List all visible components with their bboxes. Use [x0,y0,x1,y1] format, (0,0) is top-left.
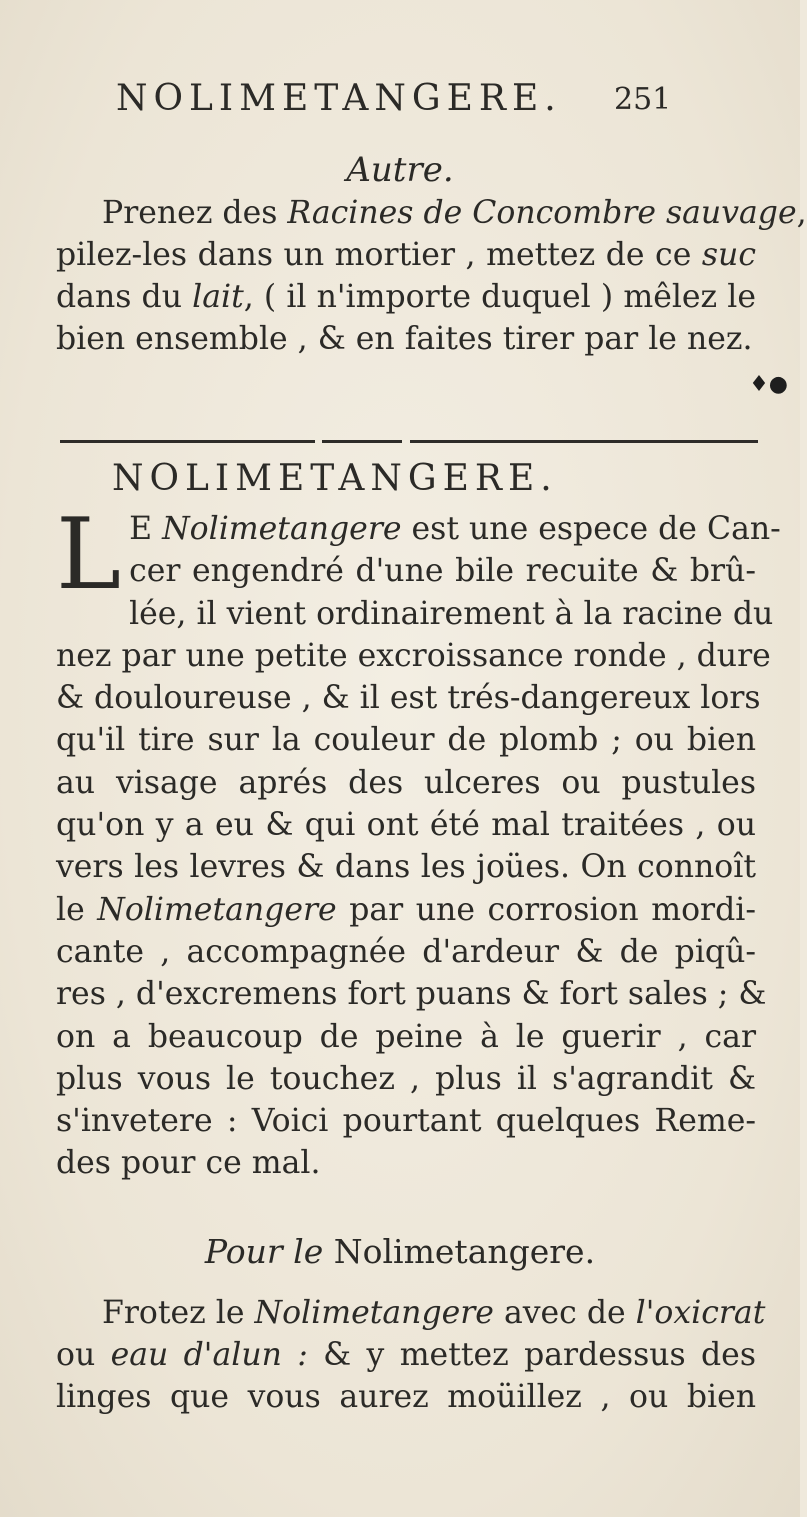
text-line: linges que vous aurez moüillez , ou bien [56,1379,756,1415]
text-line: on a beaucoup de peine à le guerir , car [56,1018,756,1055]
recipe-title: Autre. [346,150,454,190]
text-line: Frotez le Nolimetangere avec de l'oxicrat [102,1295,766,1331]
text-line: cer engendré d'une bile recuite & brû- [129,553,756,590]
text-line: pilez-les dans un mortier , mettez de ce suc [56,237,756,273]
text-line: qu'il tire sur la couleur de plomb ; ou bien [56,722,756,759]
section-paragraph [56,498,781,1185]
text-line: lée, il vient ordinairement à la racine du [129,595,774,632]
page-header [116,78,676,128]
section-divider [60,440,758,445]
second-recipe-paragraph [56,1292,766,1418]
running-title: NOLIMETANGERE. [116,78,562,119]
first-recipe-paragraph [56,192,807,360]
text-line: Prenez des Racines de Concombre sauvage, [102,195,807,231]
page-number: 251 [614,82,672,117]
text-line: le Nolimetangere par une corrosion mordi- [56,891,756,928]
text-line: E Nolimetangere est une espece de Can- [129,511,781,547]
margin-ornament: ♦● [749,372,788,397]
section-title: NOLIMETANGERE. [112,458,558,499]
text-line: cante , accompagnée d'ardeur & de piqû- [56,933,756,970]
text-line: nez par une petite excroissance ronde , dure [56,637,771,674]
text-line: vers les levres & dans les joües. On connoît [56,849,756,886]
text-line: & douloureuse , & il est trés-dangereux lors [56,680,761,717]
text-line: s'invetere : Voici pourtant quelques Reme- [56,1103,756,1140]
text-line: dans du lait, ( il n'importe duquel ) mêlez le [56,279,757,315]
text-line: bien ensemble , & en faites tirer par le nez. [56,321,753,357]
drop-capital: L [56,498,122,612]
text-line: qu'on y a eu & qui ont été mal traitées , ou [56,807,756,844]
text-line: des pour ce mal. [56,1145,321,1182]
recipe-heading: Pour le Nolimetangere. [204,1232,596,1271]
text-line: res , d'excremens fort puans & fort sales ; & [56,976,767,1013]
text-line: ou eau d'alun : & y mettez pardessus des [56,1337,756,1373]
text-line: plus vous le touchez , plus il s'agrandit & [56,1060,756,1097]
text-line: au visage aprés des ulceres ou pustules [56,764,756,801]
